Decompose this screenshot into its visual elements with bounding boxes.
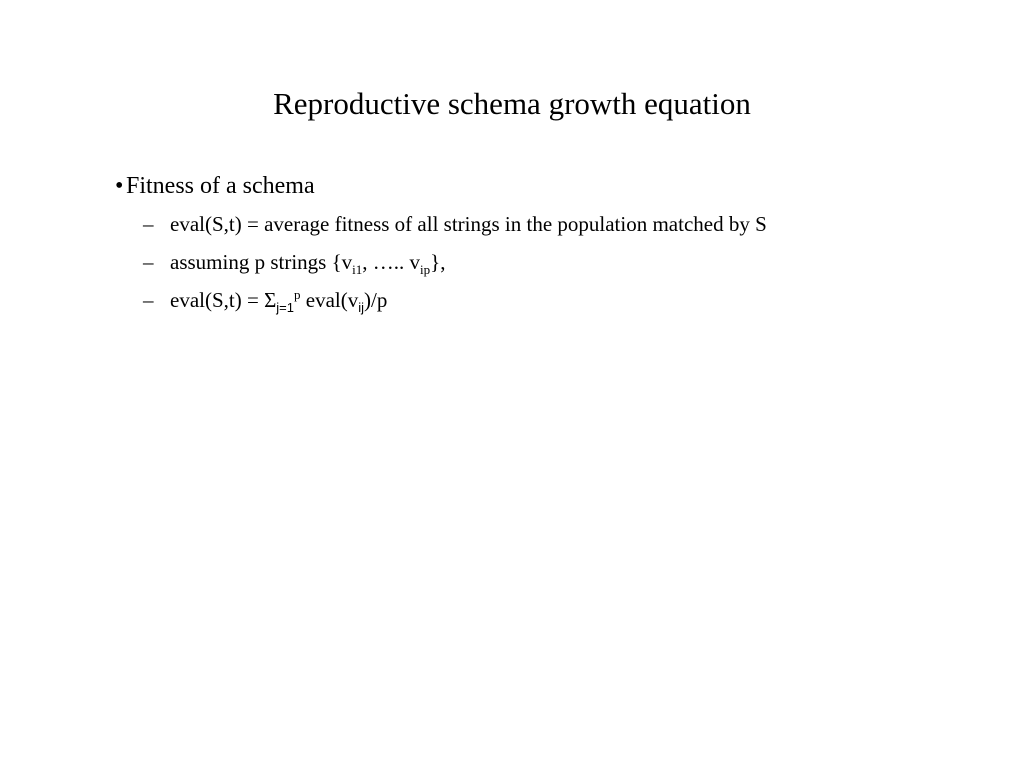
bullet-marker: • [115,173,124,199]
subitem-text-prefix: assuming p strings {v [170,250,353,274]
subscript: i1 [352,262,363,277]
subscript: ip [420,262,431,277]
subitem-text-middle: , ….. v [362,250,421,274]
dash-marker: – [143,250,154,274]
subscript: ij [358,300,365,315]
slide-title: Reproductive schema growth equation [273,86,751,121]
superscript: p [294,287,301,302]
formula-prefix: eval(S,t) = Σ [170,288,277,312]
bullet-text: Fitness of a schema [126,173,315,199]
subitem-text: eval(S,t) = average fitness of all strings in the population matched by S [170,212,767,236]
subitem-text [170,248,446,276]
formula-suffix: )/p [364,288,388,312]
formula-middle: eval(v [300,288,359,312]
dash-marker: – [143,288,154,312]
subitem-text-suffix: }, [430,250,446,274]
subscript: j=1 [276,300,295,315]
dash-marker: – [143,212,154,236]
formula-text [170,286,387,314]
